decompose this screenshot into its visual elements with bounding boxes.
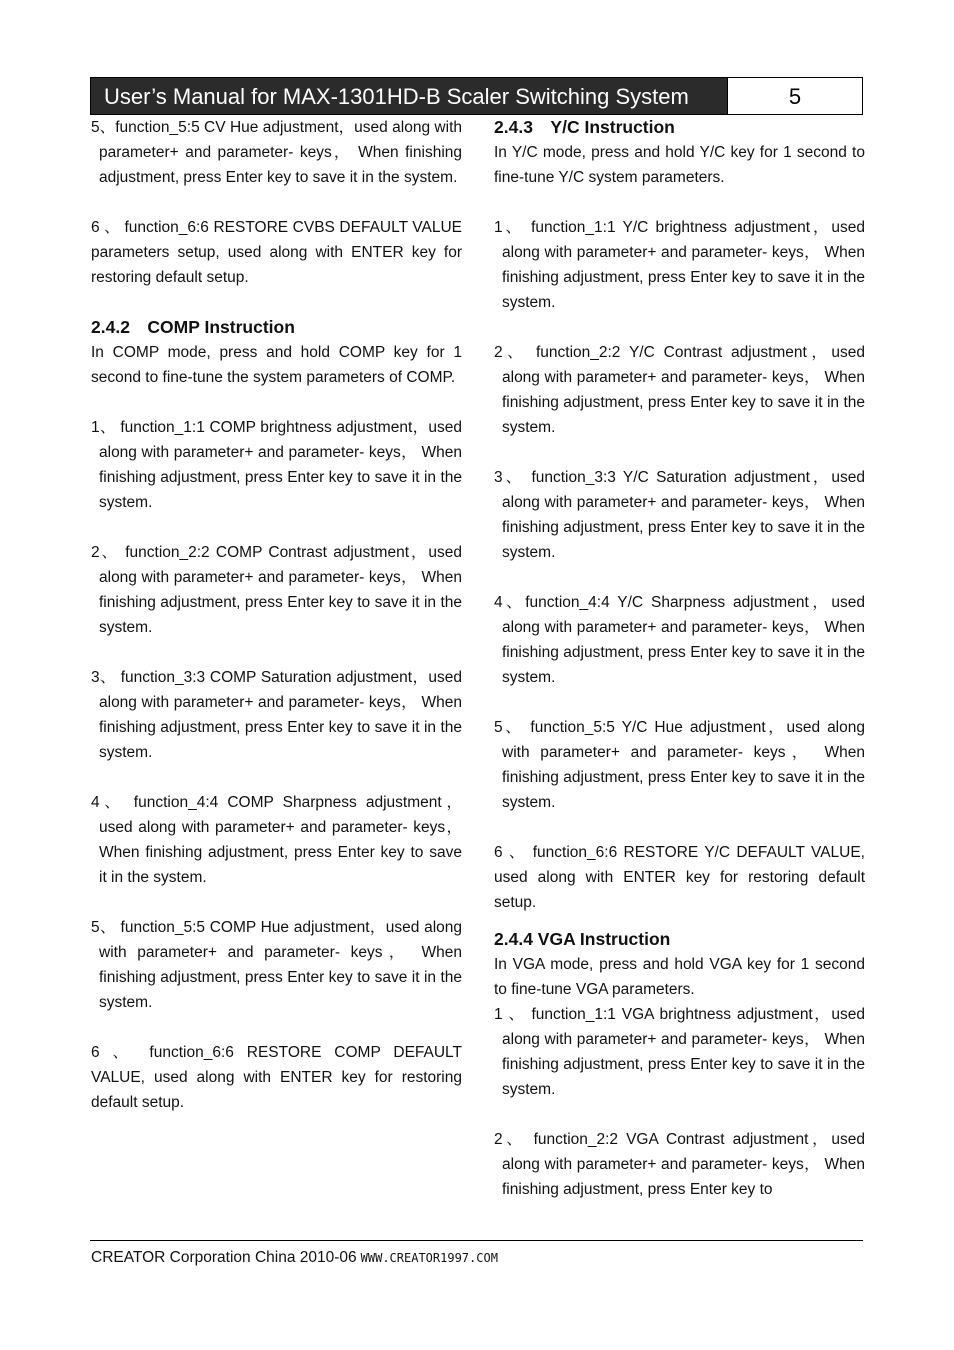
- vga-heading: 2.4.4 VGA Instruction: [494, 929, 671, 949]
- comp-intro: In COMP mode, press and hold COMP key for 1 second to fine-tune the system parameters of COMP.: [91, 344, 462, 386]
- yc-intro: In Y/C mode, press and hold Y/C key for 1 second to fine-tune Y/C system parameters.: [494, 144, 865, 186]
- page-header: [90, 77, 863, 115]
- yc-item-4: 4、function_4:4 Y/C Sharpness adjustment，used along with parameter+ and parameter- keys， When finishing adjustment, press Enter key to save it in the system.: [494, 594, 865, 686]
- comp-heading: 2.4.2 COMP Instruction: [91, 317, 295, 337]
- right-column: [494, 115, 865, 1202]
- comp-item-2: 2、 function_2:2 COMP Contrast adjustment，used along with parameter+ and parameter- keys， When finishing adjustment, press Enter key to save it in the system.: [91, 544, 462, 636]
- vga-item-2: 2、 function_2:2 VGA Contrast adjustment，used along with parameter+ and parameter- keys， When finishing adjustment, press Enter key to: [494, 1131, 865, 1198]
- yc-item-1: 1、 function_1:1 Y/C brightness adjustment，used along with parameter+ and parameter- keys， When finishing adjustment, press Enter key to save it in the system.: [494, 219, 865, 311]
- comp-item-3: 3、 function_3:3 COMP Saturation adjustment，used along with parameter+ and parameter- keys， When finishing adjustment, press Enter key to save it in the system.: [91, 669, 462, 761]
- comp-item-1: 1、 function_1:1 COMP brightness adjustment，used along with parameter+ and parameter- keys， When finishing adjustment, press Enter key to save it in the system.: [91, 419, 462, 511]
- page-number: 5: [727, 78, 862, 114]
- yc-item-6: 6 、 function_6:6 RESTORE Y/C DEFAULT VALUE, used along with ENTER key for restoring default setup.: [494, 844, 865, 911]
- comp-item-4: 4、 function_4:4 COMP Sharpness adjustment，used along with parameter+ and parameter- keys， When finishing adjustment, press Enter key to save it in the system.: [91, 794, 462, 886]
- cvbs-item-5: 5、function_5:5 CV Hue adjustment，used along with parameter+ and parameter- keys， When finishing adjustment, press Enter key to save it in the system.: [91, 119, 462, 186]
- footer-rule: [90, 1240, 863, 1241]
- vga-intro: In VGA mode, press and hold VGA key for 1 second to fine-tune VGA parameters.: [494, 956, 865, 998]
- yc-item-2: 2、 function_2:2 Y/C Contrast adjustment，used along with parameter+ and parameter- keys， When finishing adjustment, press Enter key to save it in the system.: [494, 344, 865, 436]
- yc-heading: 2.4.3 Y/C Instruction: [494, 117, 675, 137]
- yc-item-3: 3、 function_3:3 Y/C Saturation adjustment，used along with parameter+ and parameter- keys， When finishing adjustment, press Enter key to save it in the system.: [494, 469, 865, 561]
- left-column: [91, 115, 462, 1115]
- page-footer: [91, 1247, 498, 1269]
- footer-company: CREATOR Corporation China 2010-06: [91, 1249, 357, 1266]
- footer-url: WWW.CREATOR1997.COM: [360, 1251, 498, 1265]
- vga-item-1: 1 、 function_1:1 VGA brightness adjustment，used along with parameter+ and parameter- keys， When finishing adjustment, press Enter key to save it in the system.: [494, 1006, 865, 1098]
- cvbs-item-6: 6 、 function_6:6 RESTORE CVBS DEFAULT VALUE parameters setup, used along with ENTER key for restoring default setup.: [91, 219, 462, 286]
- comp-item-5: 5、 function_5:5 COMP Hue adjustment，used along with parameter+ and parameter- keys， When finishing adjustment, press Enter key to save it in the system.: [91, 919, 462, 1011]
- yc-item-5: 5、 function_5:5 Y/C Hue adjustment，used along with parameter+ and parameter- keys， When finishing adjustment, press Enter key to save it in the system.: [494, 719, 865, 811]
- manual-title: User’s Manual for MAX-1301HD-B Scaler Switching System: [91, 78, 727, 114]
- comp-item-6: 6 、 function_6:6 RESTORE COMP DEFAULT VALUE, used along with ENTER key for restoring default setup.: [91, 1044, 462, 1111]
